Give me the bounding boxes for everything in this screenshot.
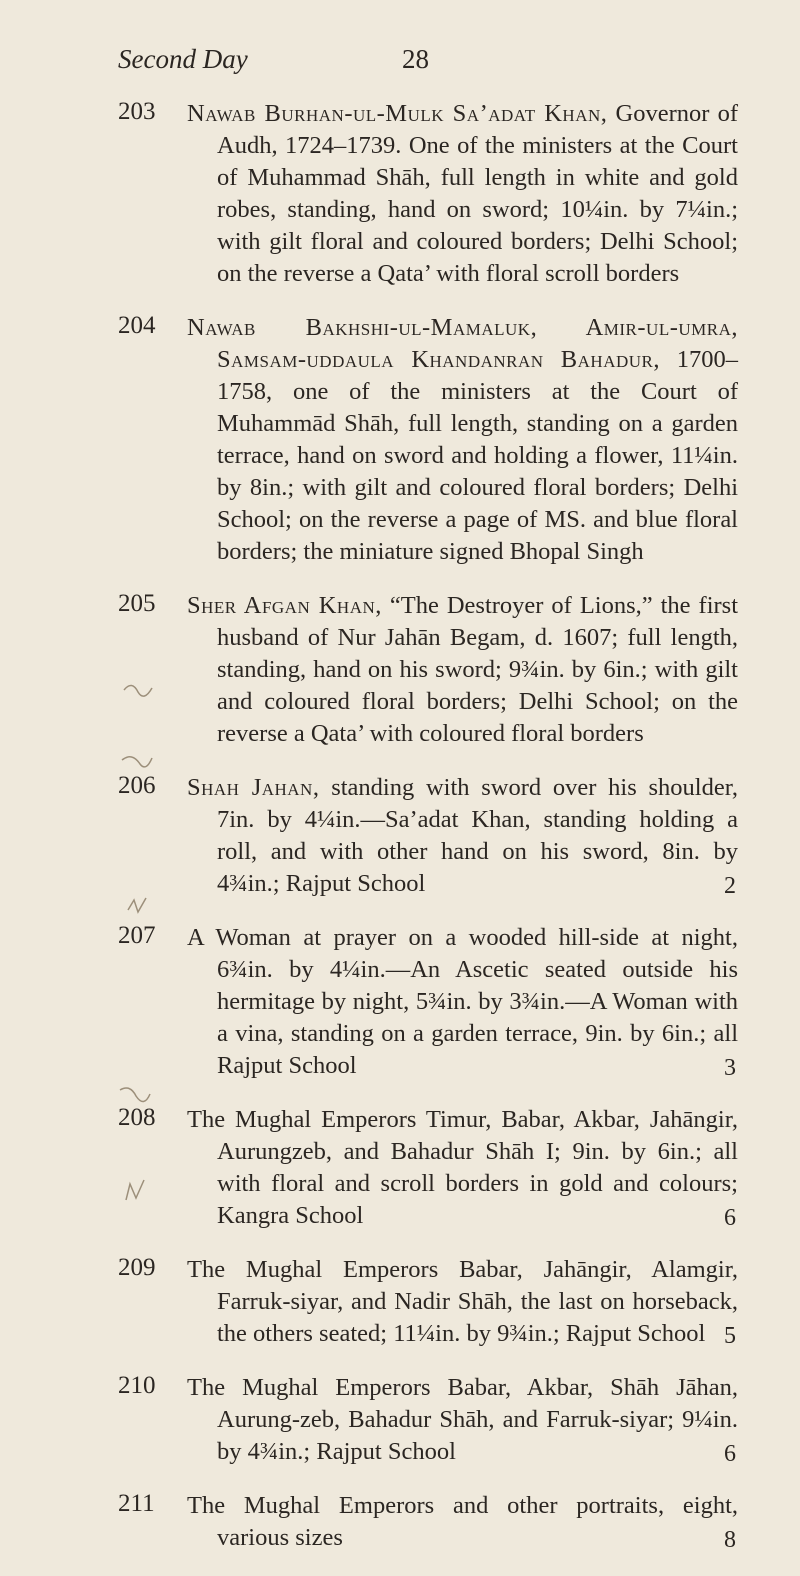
- lot-quantity: 2: [724, 873, 736, 899]
- lot-description: [187, 312, 738, 568]
- lot-description: [187, 590, 738, 750]
- lot-number: 208: [118, 1104, 156, 1131]
- lot-details: The Mughal Emperors Timur, Babar, Akbar, Jahāngir, Aurungzeb, and Bahadur Shāh I; 9in. by 6in.; all with floral and scroll borders in gold and colours; Kangra School: [187, 1106, 738, 1229]
- page-number: 28: [402, 44, 429, 74]
- day-label: Second Day: [118, 44, 248, 74]
- lot-entry: [0, 1104, 800, 1232]
- lot-number: 206: [118, 772, 156, 799]
- lot-number: 210: [118, 1372, 156, 1399]
- lot-entry: [0, 98, 800, 290]
- lot-entry: [0, 772, 800, 900]
- lot-description: [187, 1254, 738, 1350]
- lot-description: [187, 772, 738, 900]
- lot-details: The Mughal Emperors Babar, Akbar, Shāh Jāhan, Aurung-zeb, Bahadur Shāh, and Farruk-siyar; 9¼in. by 4¾in.; Rajput School: [187, 1374, 738, 1465]
- lot-subject-name: Shah Jahan,: [187, 774, 320, 801]
- lot-number: 209: [118, 1254, 156, 1281]
- lot-number: 203: [118, 98, 156, 125]
- lot-details: A Woman at prayer on a wooded hill-side at night, 6¾in. by 4¼in.—An Ascetic seated outside his hermitage by night, 5¾in. by 3¾in.—A Woman with a vina, standing on a garden terrace, 9in. by 6in.; all Rajput School: [187, 924, 738, 1079]
- lot-quantity: 8: [724, 1527, 736, 1553]
- lot-number: 205: [118, 590, 156, 617]
- lot-list: [0, 98, 800, 1576]
- lot-entry: [0, 1490, 800, 1554]
- lot-entry: [0, 312, 800, 568]
- lot-quantity: 6: [724, 1205, 736, 1231]
- lot-number: 207: [118, 922, 156, 949]
- lot-quantity: 3: [724, 1055, 736, 1081]
- lot-description: [187, 98, 738, 290]
- lot-quantity: 6: [724, 1441, 736, 1467]
- lot-description: [187, 922, 738, 1082]
- lot-subject-name: Sher Afgan Khan,: [187, 592, 382, 619]
- lot-number: 204: [118, 312, 156, 339]
- lot-description: [187, 1372, 738, 1468]
- lot-details: The Mughal Emperors and other portraits, eight, various sizes: [187, 1492, 738, 1551]
- lot-number: 211: [118, 1490, 155, 1517]
- page-header: [118, 44, 458, 75]
- lot-entry: [0, 590, 800, 750]
- lot-description: [187, 1104, 738, 1232]
- lot-entry: [0, 1372, 800, 1468]
- lot-subject-name: Nawab Burhan-ul-Mulk Sa’adat Khan,: [187, 100, 608, 127]
- lot-entry: [0, 922, 800, 1082]
- lot-details: “The Destroyer of Lions,” the first husband of Nur Jahān Begam, d. 1607; full length, standing, hand on his sword; 9¾in. by 6in.; with gilt and coloured floral borders; Delhi School; on the reverse a Qata’ with coloured floral borders: [217, 592, 739, 747]
- lot-details: standing with sword over his shoulder, 7in. by 4¼in.—Sa’adat Khan, standing holding a roll, and with other hand on his sword, 8in. by 4¾in.; Rajput School: [217, 774, 739, 897]
- lot-quantity: 5: [724, 1323, 736, 1349]
- lot-details: 1700–1758, one of the ministers at the Court of Muhammād Shāh, full length, standing on a garden terrace, hand on sword and holding a flower, 11¼in. by 8in.; with gilt and coloured floral borders; Delhi School; on the reverse a page of MS. and blue floral borders; the miniature signed Bhopal Singh: [217, 346, 738, 565]
- lot-details: The Mughal Emperors Babar, Jahāngir, Alamgir, Farruk-siyar, and Nadir Shāh, the last on horseback, the others seated; 11¼in. by 9¾in.; Rajput School: [187, 1256, 738, 1347]
- lot-entry: [0, 1254, 800, 1350]
- lot-description: [187, 1490, 738, 1554]
- lot-subject-name: Nawab Bakhshi-ul-Mamaluk, Amir-ul-umra, Samsam-uddaula Khandanran Bahadur,: [187, 314, 738, 373]
- lot-details: Governor of Audh, 1724–1739. One of the ministers at the Court of Muhammad Shāh, full length in white and gold robes, standing, hand on sword; 10¼in. by 7¼in.; with gilt floral and coloured borders; Delhi School; on the reverse a Qata’ with floral scroll borders: [217, 100, 738, 287]
